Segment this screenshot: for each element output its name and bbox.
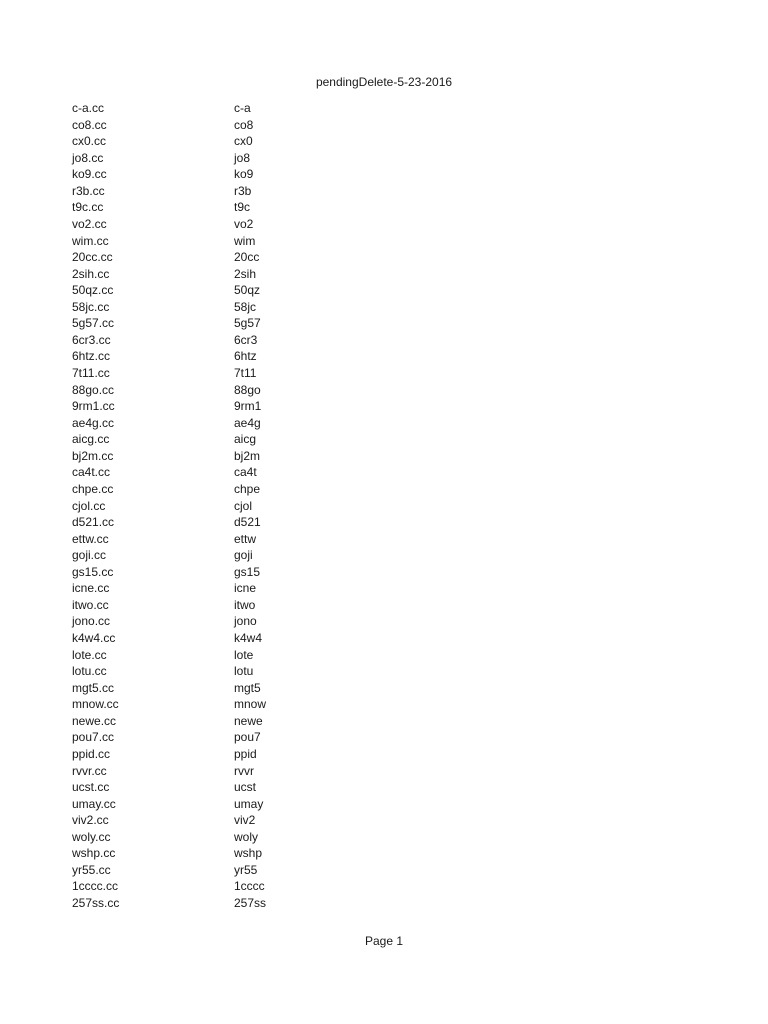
table-row (72, 895, 266, 912)
table-row (72, 448, 266, 465)
domain-cell: co8.cc (72, 117, 107, 132)
domain-cell: 5g57.cc (72, 316, 115, 331)
table-row (72, 729, 266, 746)
domain-cell: woly.cc (72, 829, 111, 844)
table-row (72, 531, 266, 548)
table-row (72, 647, 266, 664)
table-row (72, 166, 266, 183)
name-cell: 88go (234, 382, 261, 397)
name-cell: 9rm1 (234, 399, 262, 414)
name-cell: k4w4 (234, 631, 263, 645)
table-row (72, 812, 266, 829)
page-number: Page 1 (364, 934, 404, 948)
domain-cell: 9rm1.cc (72, 399, 115, 414)
table-row (72, 266, 266, 283)
table-row (72, 117, 266, 134)
name-cell: jono (234, 614, 257, 629)
name-cell: d521 (234, 515, 261, 530)
domain-cell: ucst.cc (72, 780, 110, 795)
domain-cell: yr55.cc (72, 862, 111, 877)
name-cell: chpe (234, 481, 261, 496)
domain-cell: d521.cc (72, 515, 115, 530)
name-cell: ko9 (234, 167, 254, 182)
domain-cell: 2sih.cc (72, 266, 110, 281)
domain-cell: 6htz.cc (72, 349, 111, 364)
domain-cell: r3b.cc (72, 183, 105, 198)
table-row (72, 183, 266, 200)
domain-cell: chpe.cc (72, 481, 114, 496)
domain-cell: 20cc.cc (72, 250, 113, 265)
domain-cell: 50qz.cc (72, 283, 114, 298)
table-row (72, 332, 266, 349)
domain-cell: lote.cc (72, 647, 107, 662)
domain-cell: 58jc.cc (72, 299, 110, 314)
name-cell: gs15 (234, 564, 261, 579)
name-cell: 257ss (234, 896, 267, 910)
table-row (72, 779, 266, 796)
table-row (72, 464, 266, 481)
table-row (72, 580, 266, 597)
domain-cell: 88go.cc (72, 382, 115, 397)
name-cell: ae4g (234, 415, 261, 430)
name-cell: 20cc (234, 250, 260, 265)
table-row (72, 233, 266, 250)
table-row (72, 431, 266, 448)
domain-cell: viv2.cc (72, 813, 109, 828)
domain-cell: mgt5.cc (72, 680, 115, 695)
name-cell: viv2 (234, 813, 256, 828)
domain-cell: mnow.cc (72, 697, 119, 712)
domain-table (72, 100, 266, 912)
name-cell: newe (234, 713, 263, 728)
table-row (72, 613, 266, 630)
table-row (72, 547, 266, 564)
name-cell: cx0 (234, 134, 253, 149)
name-cell: 58jc (234, 299, 257, 314)
domain-cell: ppid.cc (72, 746, 111, 761)
table-row (72, 878, 266, 895)
name-cell: 5g57 (234, 316, 261, 331)
table-row (72, 150, 266, 167)
table-row (72, 315, 266, 332)
name-cell: 50qz (234, 283, 261, 298)
table-row (72, 100, 266, 117)
table-row (72, 299, 266, 316)
name-cell: goji (234, 548, 253, 563)
name-cell: ca4t (234, 465, 257, 480)
table-row (72, 862, 266, 879)
name-cell: icne (234, 581, 257, 596)
name-cell: aicg (234, 432, 257, 447)
domain-cell: ko9.cc (72, 167, 107, 182)
name-cell: 1cccc (234, 879, 265, 894)
table-row (72, 348, 266, 365)
domain-cell: t9c.cc (72, 200, 104, 215)
domain-cell: ae4g.cc (72, 415, 115, 430)
table-row (72, 829, 266, 846)
table-row (72, 663, 266, 680)
name-cell: 6htz (234, 349, 257, 364)
name-cell: umay (234, 796, 264, 811)
name-cell: lote (234, 647, 254, 662)
table-row (72, 763, 266, 780)
domain-cell: ettw.cc (72, 531, 109, 546)
name-cell: 2sih (234, 266, 257, 281)
name-cell: 7t11 (234, 366, 257, 380)
domain-cell: k4w4.cc (72, 631, 116, 645)
page-title: pendingDelete-5-23-2016 (315, 75, 453, 89)
name-cell: wshp (234, 846, 263, 861)
domain-cell: jono.cc (72, 614, 111, 629)
name-cell: t9c (234, 200, 251, 215)
name-cell: bj2m (234, 448, 261, 463)
table-row (72, 382, 266, 399)
table-row (72, 597, 266, 614)
name-cell: 6cr3 (234, 332, 258, 347)
domain-cell: cjol.cc (72, 498, 106, 513)
table-row (72, 481, 266, 498)
table-row (72, 365, 266, 382)
name-cell: vo2 (234, 216, 254, 231)
domain-cell: jo8.cc (72, 150, 104, 165)
domain-cell: cx0.cc (72, 134, 107, 149)
name-cell: ppid (234, 746, 257, 761)
domain-cell: itwo.cc (72, 597, 109, 612)
domain-cell: wim.cc (72, 233, 109, 248)
domain-cell: ca4t.cc (72, 465, 111, 480)
domain-cell: 257ss.cc (72, 896, 120, 910)
domain-cell: pou7.cc (72, 730, 115, 745)
table-row (72, 282, 266, 299)
domain-cell: wshp.cc (72, 846, 116, 861)
name-cell: r3b (234, 183, 252, 198)
table-row (72, 249, 266, 266)
domain-cell: newe.cc (72, 713, 117, 728)
domain-cell: goji.cc (72, 548, 107, 563)
domain-cell: vo2.cc (72, 216, 107, 231)
domain-cell: 1cccc.cc (72, 879, 119, 894)
domain-cell: 7t11.cc (72, 366, 110, 380)
name-cell: woly (234, 829, 259, 844)
table-row (72, 398, 266, 415)
name-cell: cjol (234, 498, 253, 513)
domain-cell: rvvr.cc (72, 763, 107, 778)
table-row (72, 564, 266, 581)
domain-cell: gs15.cc (72, 564, 114, 579)
table-row (72, 199, 266, 216)
name-cell: wim (234, 233, 256, 248)
name-cell: lotu (234, 664, 254, 679)
name-cell: rvvr (234, 763, 254, 778)
name-cell: co8 (234, 117, 254, 132)
table-row (72, 713, 266, 730)
name-cell: ucst (234, 780, 257, 795)
domain-table-body (72, 100, 266, 912)
name-cell: ettw (234, 531, 257, 546)
name-cell: itwo (234, 597, 256, 612)
table-row (72, 796, 266, 813)
table-row (72, 696, 266, 713)
domain-cell: umay.cc (72, 796, 116, 811)
name-cell: pou7 (234, 730, 261, 745)
name-cell: c-a (234, 101, 251, 115)
table-row (72, 845, 266, 862)
name-cell: mgt5 (234, 680, 261, 695)
name-cell: yr55 (234, 862, 258, 877)
name-cell: jo8 (234, 150, 251, 165)
domain-cell: aicg.cc (72, 432, 110, 447)
table-row (72, 498, 266, 515)
domain-cell: lotu.cc (72, 664, 107, 679)
domain-cell: bj2m.cc (72, 448, 114, 463)
domain-cell: icne.cc (72, 581, 110, 596)
name-cell: mnow (234, 697, 267, 712)
table-row (72, 415, 266, 432)
table-row (72, 680, 266, 697)
table-row (72, 630, 266, 647)
table-row (72, 133, 266, 150)
table-row (72, 216, 266, 233)
domain-cell: 6cr3.cc (72, 332, 111, 347)
table-row (72, 514, 266, 531)
domain-cell: c-a.cc (72, 101, 105, 115)
table-row (72, 746, 266, 763)
